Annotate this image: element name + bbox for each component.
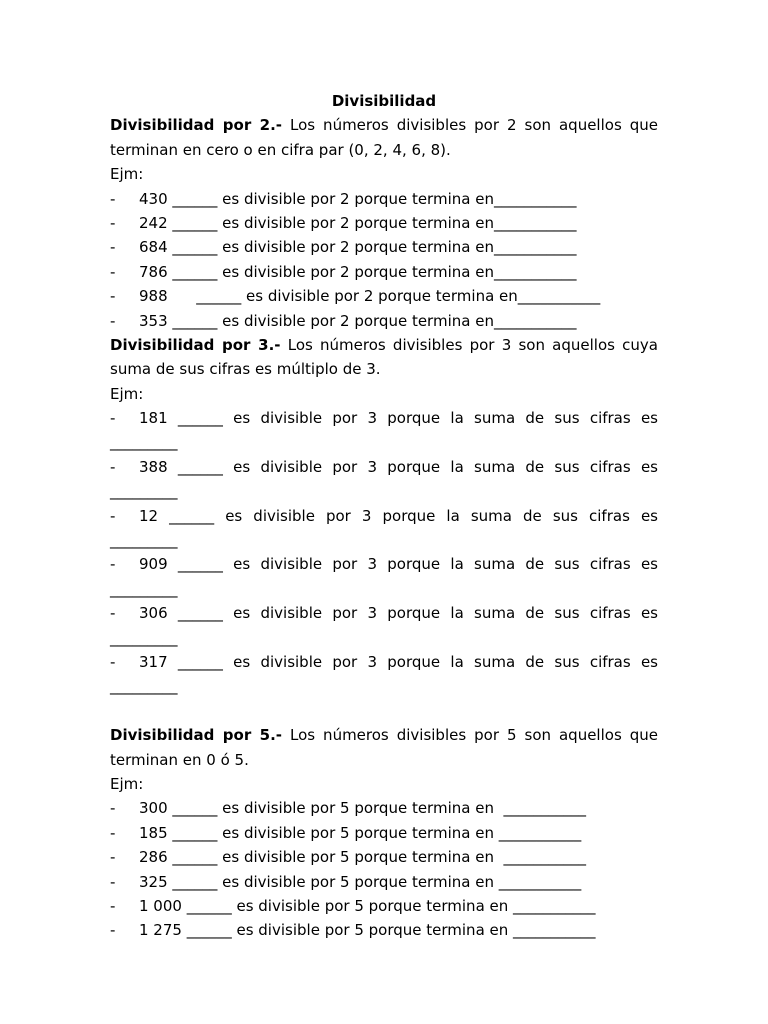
section-3-ejm-label: Ejm: (110, 384, 144, 403)
section-2-intro-line2: terminan en cero o en cifra par (0, 2, 4, 6, 8). (110, 140, 451, 159)
document-page (110, 89, 658, 943)
list-item: - 1 275 ______ es divisible por 5 porque termina en ___________ (110, 921, 596, 940)
list-item: - 12 ______ es divisible por 3 porque la suma de sus cifras es (110, 506, 658, 525)
list-item: - 909 ______ es divisible por 3 porque la suma de sus cifras es (110, 555, 658, 574)
answer-blank: _________ (110, 579, 178, 598)
section-2-ejm-label: Ejm: (110, 165, 144, 184)
answer-blank: _________ (110, 628, 178, 647)
section-3-heading: Divisibilidad por 3.- (110, 335, 281, 354)
list-item: - 684 ______ es divisible por 2 porque termina en___________ (110, 238, 577, 257)
answer-blank: _________ (110, 531, 178, 550)
section-5-intro-line1: Divisibilidad por 5.- Los números divisibles por 5 son aquellos que (110, 726, 658, 745)
list-item: - 181 ______ es divisible por 3 porque la suma de sus cifras es (110, 409, 658, 428)
section-2-intro-line1: Divisibilidad por 2.- Los números divisibles por 2 son aquellos que (110, 116, 658, 135)
answer-blank: _________ (110, 482, 178, 501)
answer-blank: _________ (110, 433, 178, 452)
list-item: - 306 ______ es divisible por 3 porque la suma de sus cifras es (110, 604, 658, 623)
section-spacer (110, 699, 658, 723)
section-3-intro-line1: Divisibilidad por 3.- Los números divisibles por 3 son aquellos cuya (110, 335, 658, 354)
list-item: - 430 ______ es divisible por 2 porque termina en___________ (110, 189, 577, 208)
list-item: - 317 ______ es divisible por 3 porque la suma de sus cifras es (110, 652, 658, 671)
section-5-ejm-label: Ejm: (110, 774, 144, 793)
answer-blank: _________ (110, 677, 178, 696)
list-item: - 325 ______ es divisible por 5 porque termina en ___________ (110, 872, 582, 891)
section-5-heading: Divisibilidad por 5.- (110, 726, 283, 745)
page-title: Divisibilidad (331, 92, 437, 110)
section-3-intro-line2: suma de sus cifras es múltiplo de 3. (110, 360, 381, 379)
list-item: - 286 ______ es divisible por 5 porque termina en ___________ (110, 848, 586, 867)
list-item: - 786 ______ es divisible por 2 porque termina en___________ (110, 262, 577, 281)
list-item: - 388 ______ es divisible por 3 porque la suma de sus cifras es (110, 457, 658, 476)
list-item: - 242 ______ es divisible por 2 porque termina en___________ (110, 213, 577, 232)
list-item: - 988 ______ es divisible por 2 porque termina en___________ (110, 287, 601, 306)
list-item: - 1 000 ______ es divisible por 5 porque termina en ___________ (110, 896, 596, 915)
list-item: - 185 ______ es divisible por 5 porque termina en ___________ (110, 823, 582, 842)
section-2-heading: Divisibilidad por 2.- (110, 116, 283, 135)
section-5-intro-line2: terminan en 0 ó 5. (110, 750, 249, 769)
list-item: - 300 ______ es divisible por 5 porque termina en ___________ (110, 799, 586, 818)
list-item: - 353 ______ es divisible por 2 porque termina en___________ (110, 311, 577, 330)
